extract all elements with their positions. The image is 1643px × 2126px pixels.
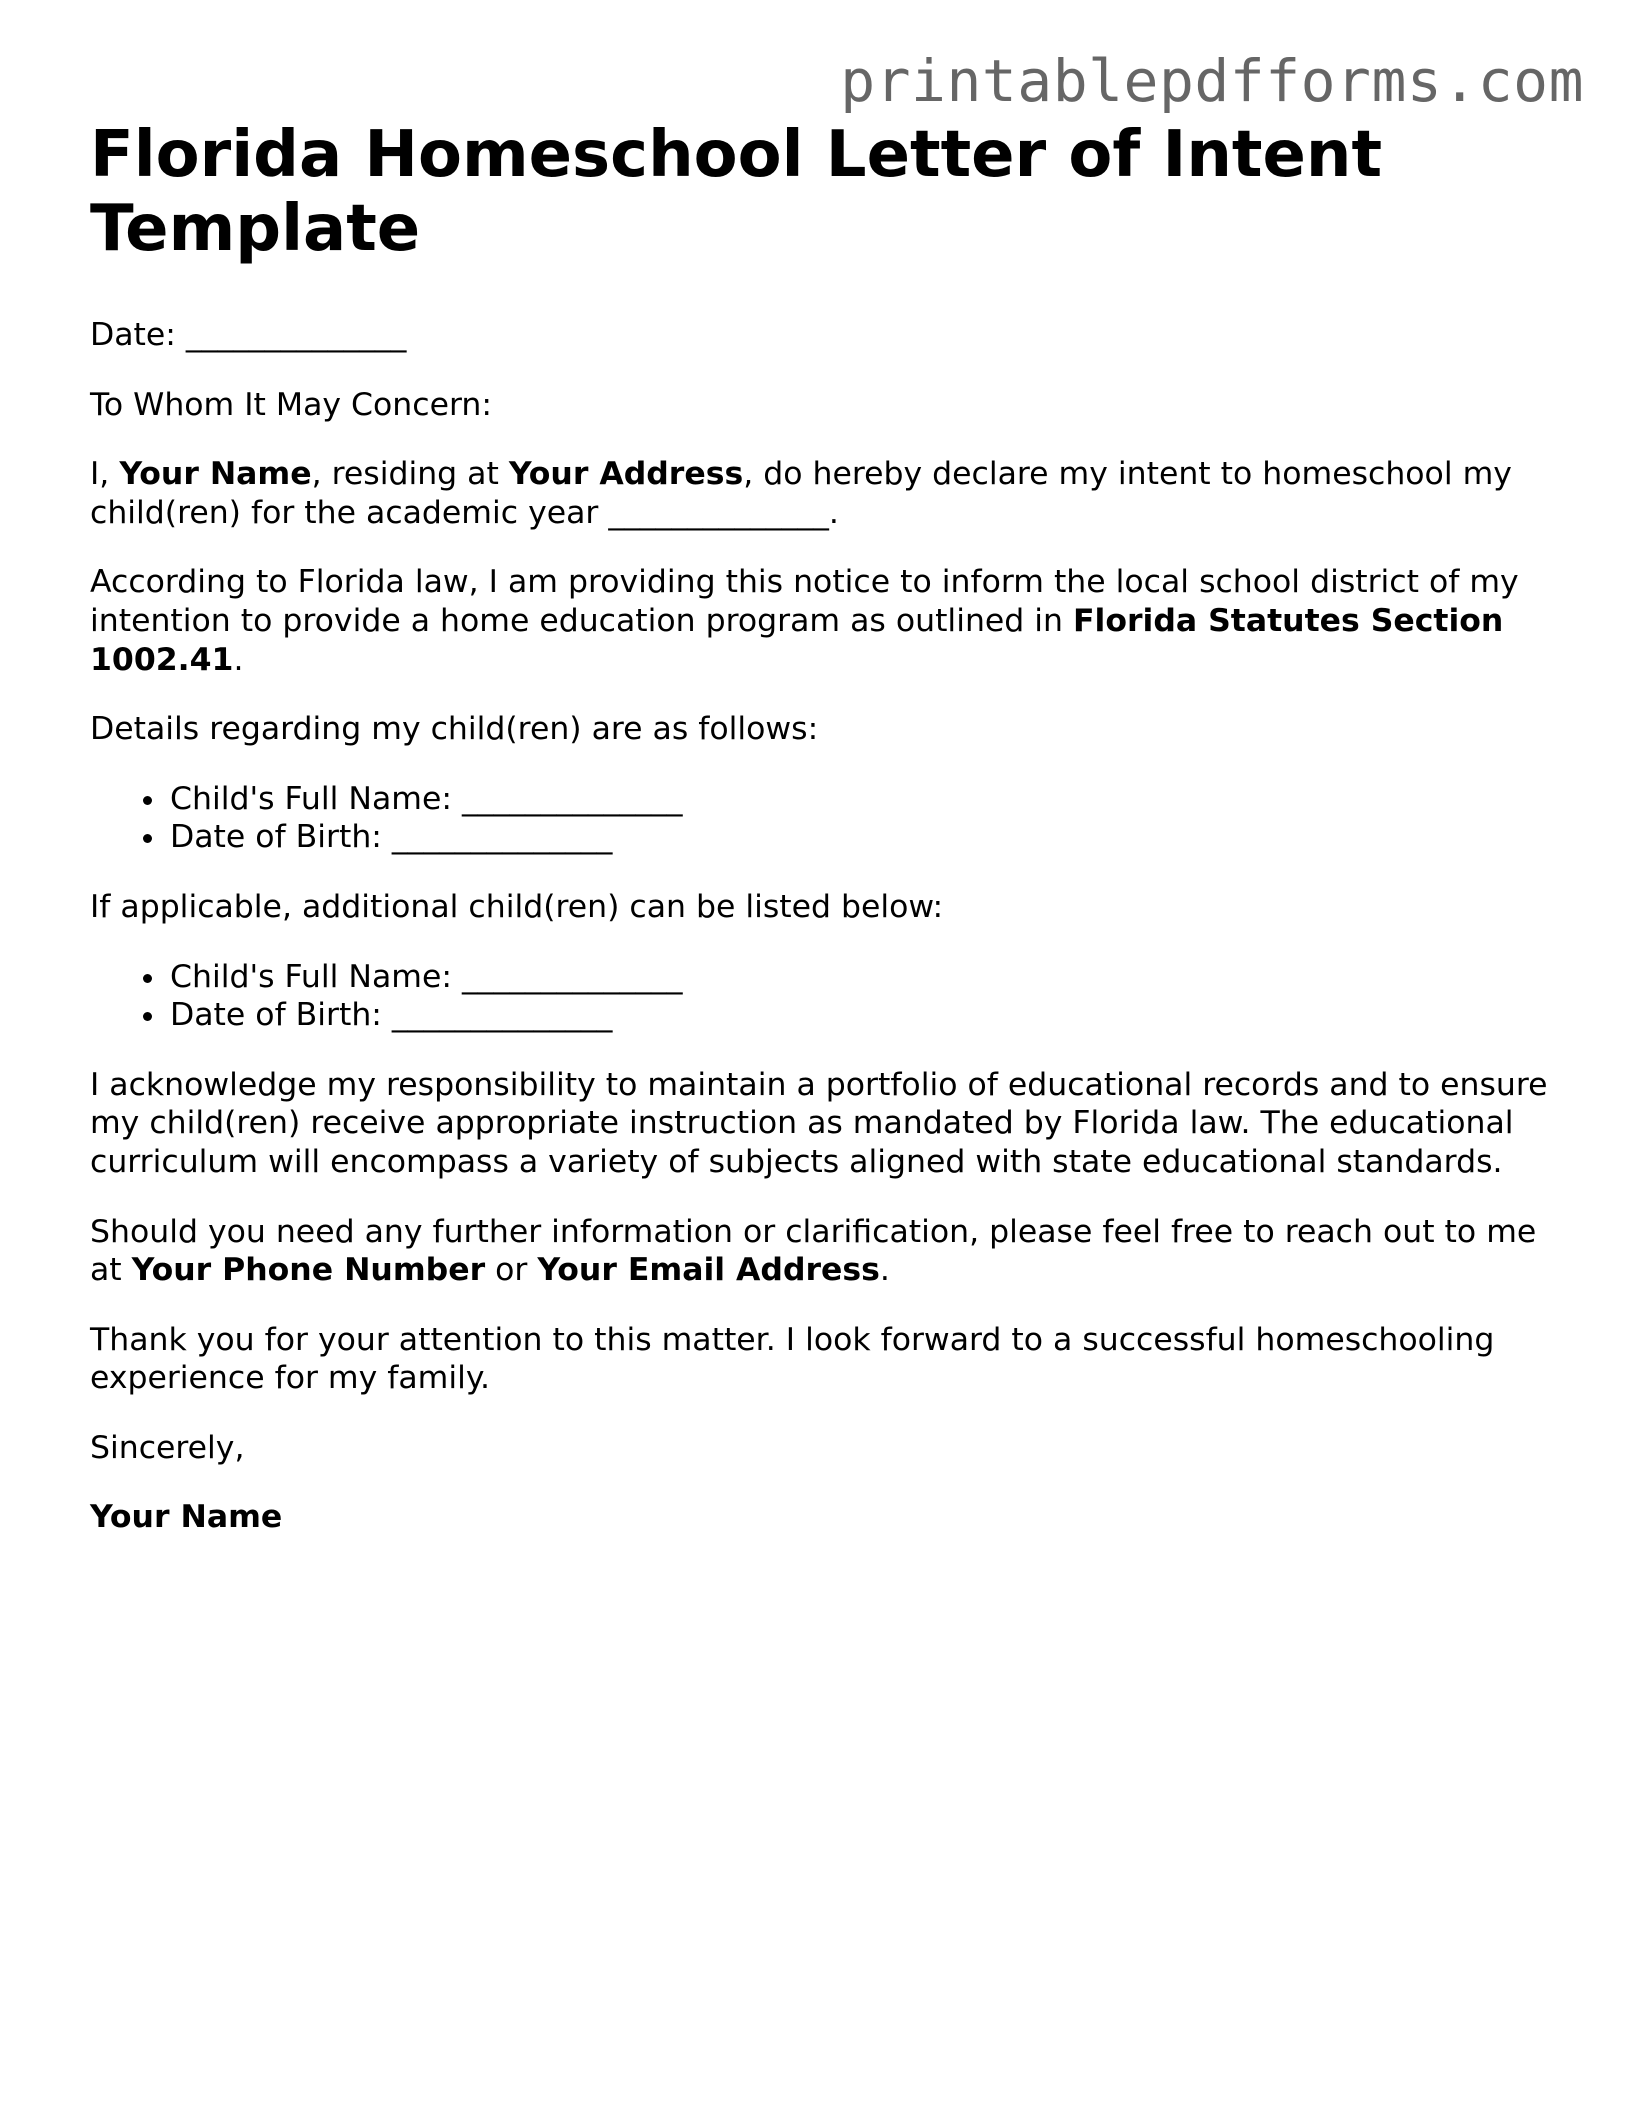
law-paragraph: [90, 563, 1560, 679]
salutation: To Whom It May Concern:: [90, 386, 492, 423]
statute-reference: Florida Statutes Section 1002.41: [90, 602, 1504, 678]
intent-middle: , residing at: [311, 456, 509, 493]
parent-name-placeholder: Your Name: [119, 456, 312, 493]
list-item: • Date of Birth: ______________: [168, 996, 1560, 1035]
date-line: Date: ______________: [90, 317, 407, 353]
intent-prefix: I,: [90, 456, 120, 493]
list-item: • Child's Full Name: ______________: [168, 780, 1560, 819]
closing: Sincerely,: [90, 1429, 245, 1466]
list-item: • Date of Birth: ______________: [168, 818, 1560, 857]
email-placeholder: Your Email Address: [537, 1252, 880, 1289]
intent-suffix: , do hereby declare my intent to homeschool my child(ren) for the academic year ______________.: [90, 456, 1512, 531]
watermark-text: printablepdfforms.com: [840, 47, 1584, 115]
child-list-primary: [90, 780, 1560, 857]
letter-document: [90, 118, 1560, 1537]
signature-name: [90, 1498, 1560, 1537]
signature-name-text: Your Name: [90, 1499, 283, 1536]
additional-children-intro: If applicable, additional child(ren) can be listed below:: [90, 888, 944, 925]
law-suffix: .: [233, 641, 244, 678]
child-list-additional: [90, 958, 1560, 1035]
contact-prefix: Should you need any further information or clarification, please feel free to reach out to me at: [90, 1213, 1537, 1289]
law-text: According to Florida law, I am providing this notice to inform the local school district of my intention to provide a home education program as outlined in: [90, 564, 1519, 639]
contact-paragraph: [90, 1213, 1560, 1290]
phone-placeholder: Your Phone Number: [131, 1252, 486, 1289]
address-placeholder: Your Address: [508, 456, 744, 493]
intent-paragraph: [90, 455, 1560, 532]
list-item: • Child's Full Name: ______________: [168, 958, 1560, 997]
thanks-paragraph: Thank you for your attention to this matter. I look forward to a successful homeschooling experience for my family.: [90, 1321, 1495, 1397]
details-intro: Details regarding my child(ren) are as follows:: [90, 711, 819, 748]
contact-middle: or: [485, 1252, 538, 1289]
acknowledgement-paragraph: I acknowledge my responsibility to maintain a portfolio of educational records and to ensure my child(ren) receive appropriate instruction as mandated by Florida law. The educational curriculum will encompass a variety of subjects aligned with state educational standards.: [90, 1066, 1548, 1180]
contact-suffix: .: [879, 1252, 890, 1289]
page-title: Florida Homeschool Letter of Intent Template: [90, 118, 1383, 266]
